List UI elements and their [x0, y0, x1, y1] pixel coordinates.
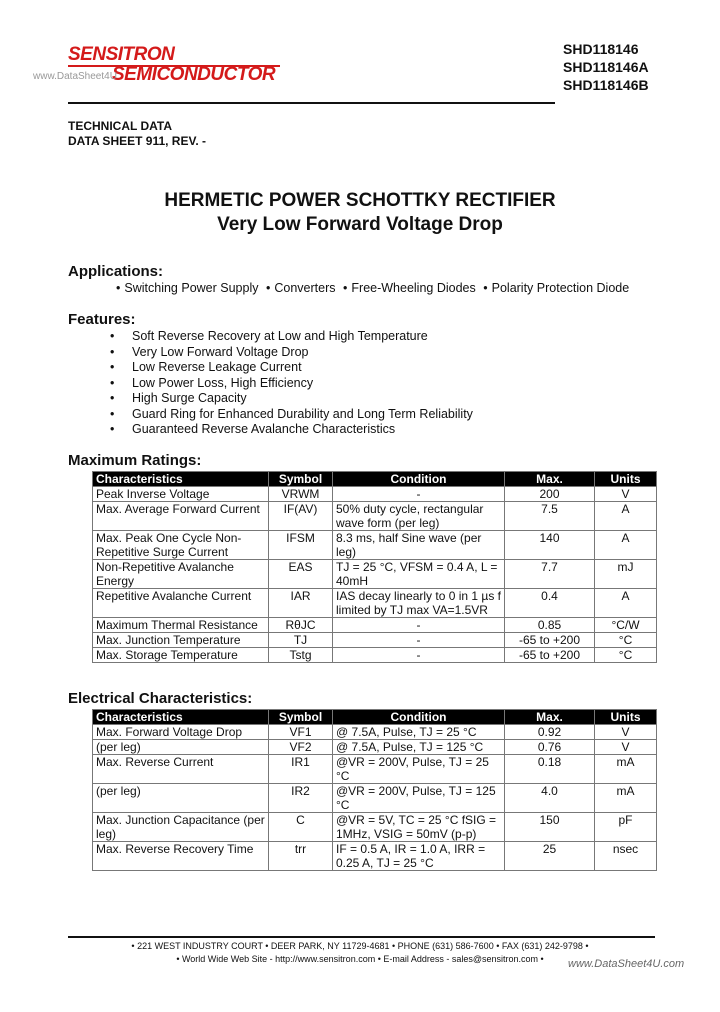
col-symbol: Symbol	[269, 472, 333, 487]
cell-units: A	[595, 531, 657, 560]
cell-symbol: IFSM	[269, 531, 333, 560]
footer-contact[interactable]: • World Wide Web Site - http://www.sensitron.com • E-mail Address - sales@sensitron.com •	[176, 954, 544, 964]
cell-symbol: IR1	[269, 755, 333, 784]
cell-max: 0.76	[505, 740, 595, 755]
cell-characteristic: Non-Repetitive Avalanche Energy	[93, 560, 269, 589]
cell-condition: @VR = 5V, TC = 25 °C fSIG = 1MHz, VSIG = 50mV (p-p)	[333, 813, 505, 842]
table-row	[93, 813, 657, 842]
footer-divider	[68, 936, 655, 938]
electrical-heading: Electrical Characteristics:	[68, 690, 253, 707]
cell-characteristic: Repetitive Avalanche Current	[93, 589, 269, 618]
cell-symbol: RθJC	[269, 618, 333, 633]
table-header-row	[93, 472, 657, 487]
cell-max: 7.5	[505, 502, 595, 531]
cell-units: °C/W	[595, 618, 657, 633]
tech-line-2: DATA SHEET 911, REV. -	[68, 134, 207, 148]
table-row	[93, 531, 657, 560]
cell-symbol: IAR	[269, 589, 333, 618]
feature-item: • Low Power Loss, High Efficiency	[108, 376, 473, 392]
tech-line-1: TECHNICAL DATA	[68, 119, 172, 133]
cell-max: -65 to +200	[505, 648, 595, 663]
cell-symbol: VRWM	[269, 487, 333, 502]
cell-symbol: IR2	[269, 784, 333, 813]
cell-characteristic: Max. Reverse Recovery Time	[93, 842, 269, 871]
feature-item: • Guard Ring for Enhanced Durability and Long Term Reliability	[108, 407, 473, 423]
table-row	[93, 784, 657, 813]
cell-condition: @ 7.5A, Pulse, TJ = 25 °C	[333, 725, 505, 740]
cell-symbol: C	[269, 813, 333, 842]
cell-condition: -	[333, 618, 505, 633]
cell-condition: @VR = 200V, Pulse, TJ = 25 °C	[333, 755, 505, 784]
col-characteristics: Characteristics	[93, 472, 269, 487]
document-subtitle: Very Low Forward Voltage Drop	[217, 214, 503, 235]
cell-characteristic: Peak Inverse Voltage	[93, 487, 269, 502]
cell-condition: TJ = 25 °C, VFSM = 0.4 A, L = 40mH	[333, 560, 505, 589]
cell-max: 0.92	[505, 725, 595, 740]
cell-symbol: TJ	[269, 633, 333, 648]
footer-address: • 221 WEST INDUSTRY COURT • DEER PARK, NY 11729-4681 • PHONE (631) 586-7600 • FAX (631) 242-9798 •	[131, 941, 589, 951]
cell-condition: -	[333, 648, 505, 663]
cell-characteristic: Max. Forward Voltage Drop	[93, 725, 269, 740]
cell-characteristic: Max. Junction Temperature	[93, 633, 269, 648]
feature-item: • Soft Reverse Recovery at Low and High Temperature	[108, 329, 473, 345]
cell-units: °C	[595, 633, 657, 648]
cell-symbol: VF1	[269, 725, 333, 740]
table-row	[93, 589, 657, 618]
cell-condition: -	[333, 487, 505, 502]
application-item: Polarity Protection Diode	[491, 281, 630, 295]
cell-symbol: VF2	[269, 740, 333, 755]
technical-data-label	[68, 119, 206, 149]
brand-name: SENSITRON	[68, 44, 175, 65]
brand-subtitle: SEMICONDUCTOR	[112, 64, 276, 85]
cell-max: 140	[505, 531, 595, 560]
max-ratings-table	[92, 471, 657, 663]
cell-units: mA	[595, 784, 657, 813]
applications-heading: Applications:	[68, 263, 164, 280]
cell-max: 200	[505, 487, 595, 502]
max-ratings-heading: Maximum Ratings:	[68, 452, 202, 469]
feature-item: • High Surge Capacity	[108, 391, 473, 407]
cell-max: 25	[505, 842, 595, 871]
watermark-bottom[interactable]: www.DataSheet4U.com	[568, 958, 685, 970]
cell-max: 4.0	[505, 784, 595, 813]
cell-characteristic: Max. Average Forward Current	[93, 502, 269, 531]
feature-item: • Low Reverse Leakage Current	[108, 360, 473, 376]
cell-characteristic: Maximum Thermal Resistance	[93, 618, 269, 633]
cell-units: pF	[595, 813, 657, 842]
cell-symbol: IF(AV)	[269, 502, 333, 531]
cell-units: A	[595, 589, 657, 618]
col-condition: Condition	[333, 710, 505, 725]
table-row	[93, 740, 657, 755]
table-row	[93, 487, 657, 502]
table-row	[93, 618, 657, 633]
electrical-table	[92, 709, 657, 871]
cell-symbol: trr	[269, 842, 333, 871]
cell-condition: IF = 0.5 A, IR = 1.0 A, IRR = 0.25 A, TJ = 25 °C	[333, 842, 505, 871]
cell-condition: 50% duty cycle, rectangular wave form (per leg)	[333, 502, 505, 531]
cell-characteristic: Max. Junction Capacitance (per leg)	[93, 813, 269, 842]
table-row	[93, 648, 657, 663]
application-item: Switching Power Supply	[124, 281, 259, 295]
cell-characteristic: Max. Reverse Current	[93, 755, 269, 784]
cell-units: mJ	[595, 560, 657, 589]
table-header-row	[93, 710, 657, 725]
application-item: Free-Wheeling Diodes	[351, 281, 476, 295]
cell-units: nsec	[595, 842, 657, 871]
cell-max: 0.4	[505, 589, 595, 618]
watermark-top[interactable]: www.DataSheet4U	[33, 71, 117, 82]
col-max: Max.	[505, 472, 595, 487]
part-number: SHD118146B	[563, 77, 649, 93]
col-max: Max.	[505, 710, 595, 725]
header-divider	[68, 102, 555, 104]
document-title: HERMETIC POWER SCHOTTKY RECTIFIER	[164, 190, 556, 211]
cell-condition: 8.3 ms, half Sine wave (per leg)	[333, 531, 505, 560]
part-numbers	[563, 40, 649, 94]
cell-units: mA	[595, 755, 657, 784]
cell-units: A	[595, 502, 657, 531]
cell-characteristic: Max. Storage Temperature	[93, 648, 269, 663]
cell-units: V	[595, 487, 657, 502]
cell-max: -65 to +200	[505, 633, 595, 648]
col-characteristics: Characteristics	[93, 710, 269, 725]
application-item: Converters	[274, 281, 336, 295]
cell-characteristic: (per leg)	[93, 784, 269, 813]
part-number: SHD118146A	[563, 59, 649, 75]
feature-item: • Guaranteed Reverse Avalanche Characteristics	[108, 422, 473, 438]
part-number: SHD118146	[563, 41, 639, 57]
table-row	[93, 633, 657, 648]
cell-symbol: EAS	[269, 560, 333, 589]
cell-max: 150	[505, 813, 595, 842]
table-row	[93, 502, 657, 531]
features-heading: Features:	[68, 311, 136, 328]
col-units: Units	[595, 710, 657, 725]
col-units: Units	[595, 472, 657, 487]
applications-list: • Switching Power Supply • Converters • Free-Wheeling Diodes • Polarity Protection Diode	[116, 281, 630, 295]
cell-units: °C	[595, 648, 657, 663]
cell-condition: @VR = 200V, Pulse, TJ = 125 °C	[333, 784, 505, 813]
cell-characteristic: Max. Peak One Cycle Non-Repetitive Surge Current	[93, 531, 269, 560]
cell-characteristic: (per leg)	[93, 740, 269, 755]
cell-max: 0.18	[505, 755, 595, 784]
table-row	[93, 755, 657, 784]
table-row	[93, 725, 657, 740]
cell-units: V	[595, 725, 657, 740]
cell-units: V	[595, 740, 657, 755]
cell-max: 0.85	[505, 618, 595, 633]
cell-condition: @ 7.5A, Pulse, TJ = 125 °C	[333, 740, 505, 755]
cell-symbol: Tstg	[269, 648, 333, 663]
features-list	[108, 329, 473, 438]
cell-condition: IAS decay linearly to 0 in 1 µs f limited by TJ max VA=1.5VR	[333, 589, 505, 618]
feature-item: • Very Low Forward Voltage Drop	[108, 345, 473, 361]
col-symbol: Symbol	[269, 710, 333, 725]
cell-max: 7.7	[505, 560, 595, 589]
col-condition: Condition	[333, 472, 505, 487]
table-row	[93, 842, 657, 871]
table-row	[93, 560, 657, 589]
cell-condition: -	[333, 633, 505, 648]
